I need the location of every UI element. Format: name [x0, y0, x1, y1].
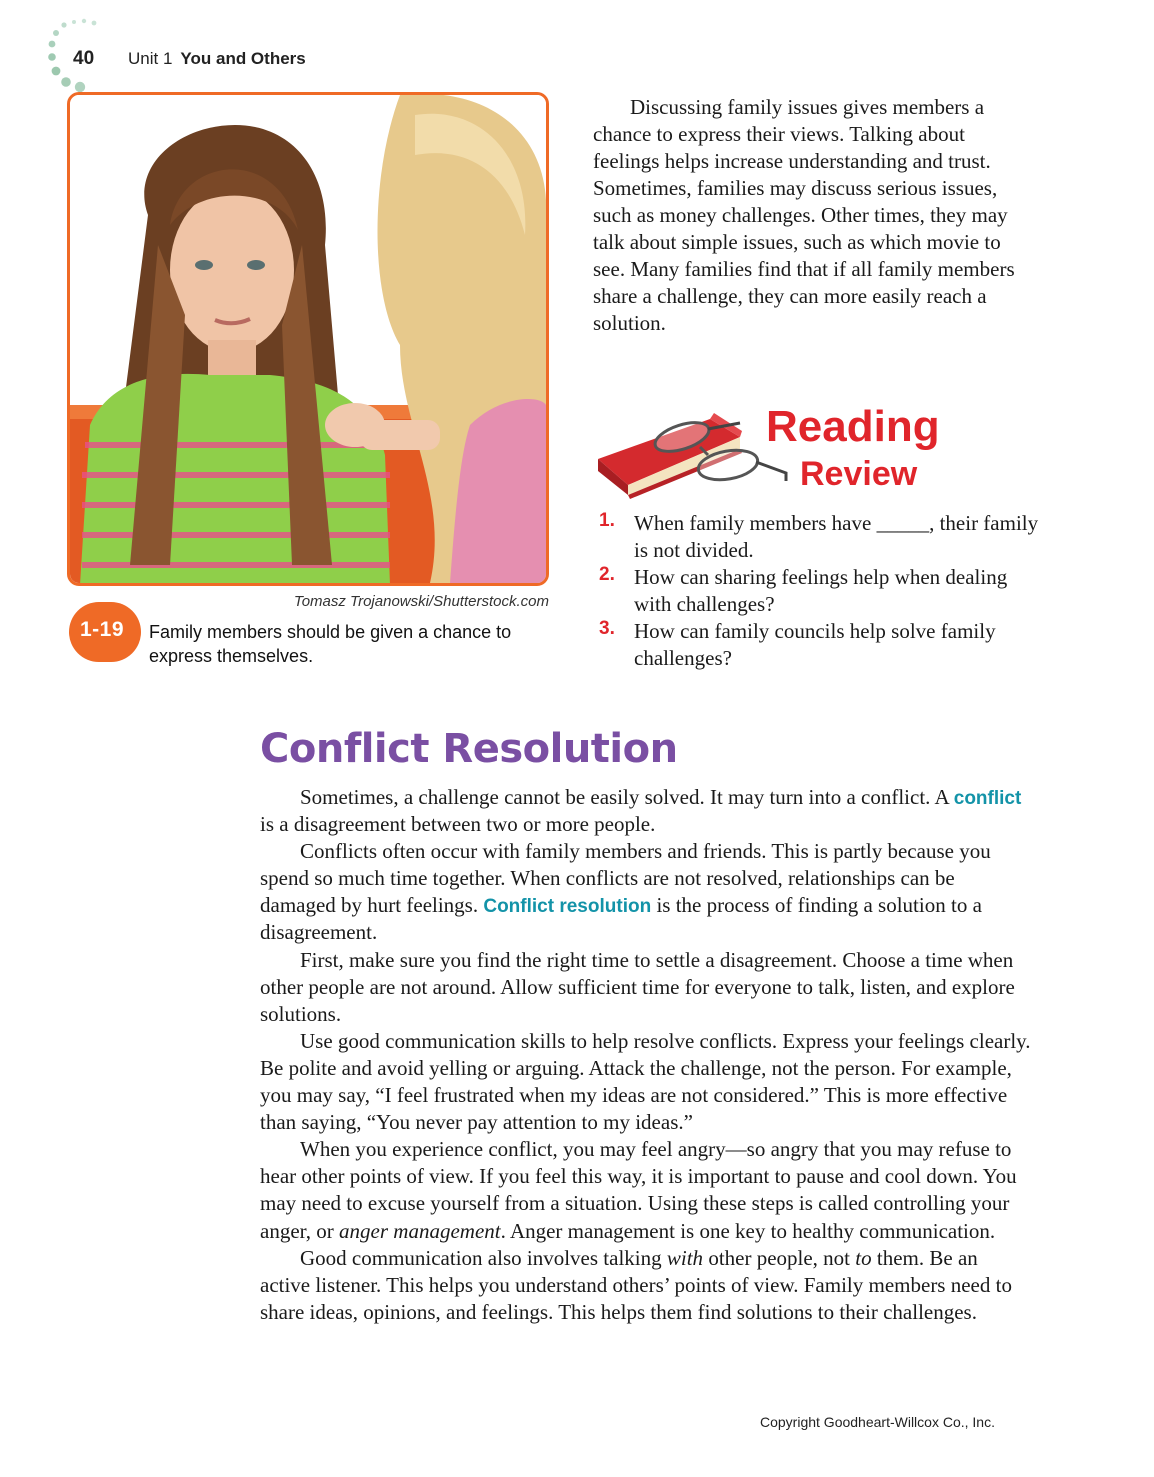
question-number: 2. [599, 564, 615, 585]
figure-photo [67, 92, 549, 586]
question-text: How can sharing feelings help when dealing with challenges? [634, 565, 1008, 616]
body-paragraph [260, 838, 1032, 946]
text-run: is a disagreement between two or more people. [260, 812, 656, 837]
review-question [596, 618, 1046, 672]
question-number: 1. [599, 510, 615, 531]
text-run: is the process of finding a solution to a disagreement. [260, 893, 982, 945]
photo-illustration [70, 95, 546, 583]
reading-review-title: Reading [766, 402, 940, 451]
body-paragraph: First, make sure you find the right time to settle a disagreement. Choose a time when other people are not around. Allow sufficient time for everyone to talk, listen, and explore solutions. [260, 947, 1015, 1026]
text-run: Sometimes, a challenge cannot be easily solved. It may turn into a conflict. A [300, 785, 954, 809]
italic-word: to [855, 1245, 872, 1270]
reading-review-subtitle: Review [800, 455, 918, 493]
photo-credit: Tomasz Trojanowski/Shutterstock.com [293, 593, 549, 610]
body-paragraph [260, 1245, 1032, 1326]
review-question [596, 564, 1046, 618]
text-run: other people, not [703, 1245, 856, 1270]
question-text: How can family councils help solve family challenges? [634, 619, 996, 670]
body-paragraph: Use good communication skills to help resolve conflicts. Express your feelings clearly. Be polite and avoid yelling or arguing. Attack the challenge, not the person. For example, you may say, “I feel frustrated when my ideas are not considered.” This is more effective than saying, “You never pay attention to my ideas.” [260, 1028, 1031, 1135]
italic-word: with [666, 1245, 704, 1270]
key-term-conflict-resolution: Conflict resolution [483, 896, 652, 918]
text-run: Conflicts often occur with family members and friends. This is partly because you spend so much time together. When conflicts are not resolved, relationships can be damaged by hurt feelings. [260, 839, 991, 918]
key-term-conflict: conflict [953, 788, 1022, 809]
text-run: . Anger management is one key to healthy communication. [500, 1218, 996, 1243]
page-number: 40 [73, 48, 95, 69]
text-run: When you experience conflict, you may feel angry—so angry that you may refuse to hear other points of view. If you feel this way, it is important to pause and cool down. You may need to excuse yourself from a situation. Using these steps is called controlling your anger, or [260, 1137, 1017, 1243]
question-text: When family members have _____, their family is not divided. [634, 511, 1039, 562]
body-paragraph [260, 1136, 1032, 1244]
section-title: Conflict Resolution [260, 726, 678, 772]
figure-number: 1-19 [80, 618, 125, 641]
section-body [260, 784, 1032, 1326]
body-paragraph [260, 784, 1032, 838]
text-run: them. Be an active listener. This helps you understand others’ points of view. Family members need to share ideas, opinions, and feelings. This helps them find solutions to their challenges. [260, 1245, 1012, 1324]
text-run: Good communication also involves talking [300, 1245, 667, 1270]
intro-paragraph: Discussing family issues gives members a chance to express their views. Talking about feelings helps increase understanding and trust. Sometimes, families may discuss serious issues, such as money challenges. Other times, they may talk about simple issues, such as which movie to see. Many families find that if all family members share a challenge, they can more easily reach a solution. [593, 95, 1015, 335]
review-questions [596, 510, 1046, 672]
unit-label: Unit 1 [128, 49, 173, 68]
review-question [596, 510, 1046, 564]
running-header [128, 49, 306, 69]
book-and-glasses-icon [590, 407, 790, 499]
figure-caption: Family members should be given a chance to express themselves. [149, 622, 512, 666]
italic-term: anger management [339, 1218, 501, 1243]
question-number: 3. [599, 618, 615, 639]
copyright-footer: Copyright Goodheart-Willcox Co., Inc. [760, 1414, 995, 1430]
unit-title: You and Others [180, 49, 306, 68]
